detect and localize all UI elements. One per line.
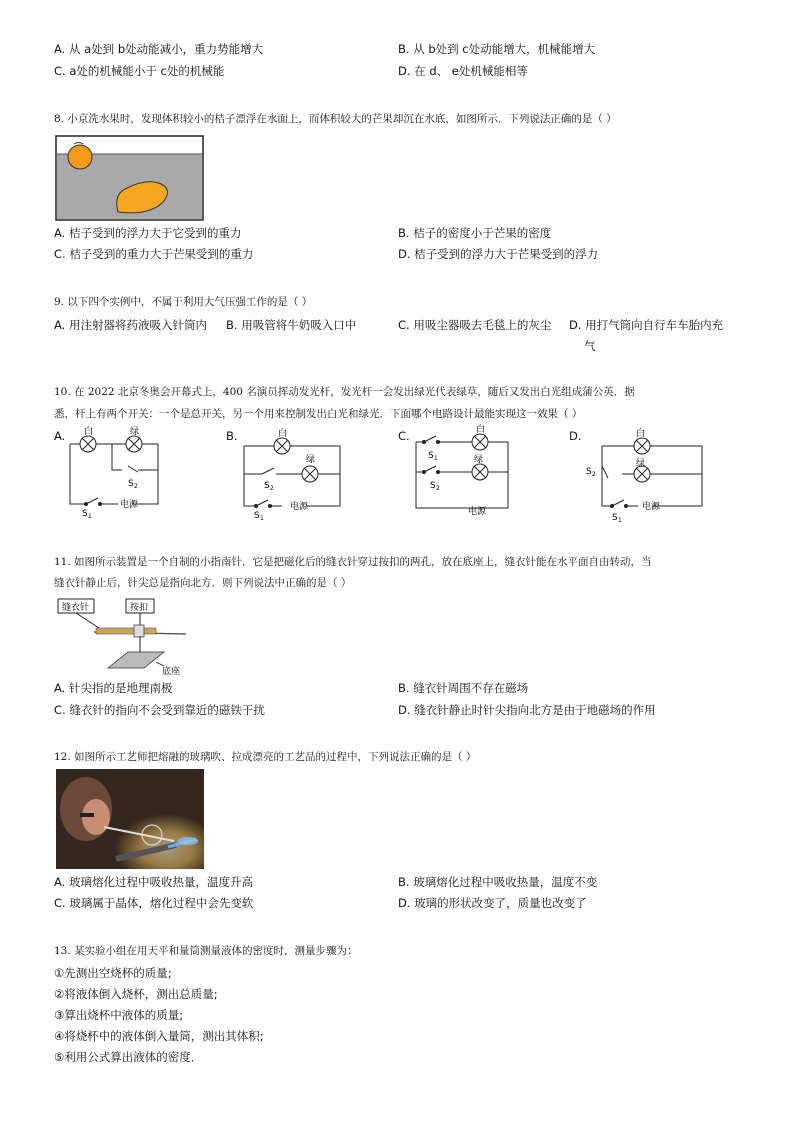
q13-stem: 13. 某实验小组在用天平和量筒测量液体的密度时，测量步骤为：: [54, 945, 358, 957]
svg-text:白: 白: [278, 429, 288, 439]
q10-label-c: C.: [398, 429, 410, 443]
svg-text:电源: 电源: [120, 500, 139, 510]
q7-option-d: D. 在 d、 e处机械能相等: [398, 64, 528, 78]
q13-step-3: ③算出烧杯中液体的质量;: [54, 1008, 184, 1022]
q13-step-2: ②将液体倒入烧杯，测出总质量;: [54, 987, 218, 1001]
q7-option-c: C. a处的机械能小于 c处的机械能: [54, 64, 225, 78]
q12-stem: 12. 如图所示工艺师把熔融的玻璃吹、拉成漂亮的工艺品的过程中，下列说法正确的是（ ）: [54, 751, 477, 763]
q9-option-d-cont: 气: [584, 339, 596, 353]
circuit-c: [408, 422, 528, 518]
q11-option-d: D. 缝衣针静止时针尖指向北方是由于地磁场的作用: [398, 703, 656, 717]
circuit-a: [62, 424, 182, 520]
q9-option-b: B. 用吸管将牛奶吸入口中: [226, 318, 357, 332]
q13-step-1: ①先测出空烧杯的质量;: [54, 966, 172, 980]
q11-figure-compass: [56, 596, 196, 676]
svg-text:2: 2: [436, 485, 440, 492]
svg-text:S: S: [128, 479, 134, 489]
q10-label-a: A.: [54, 429, 66, 443]
q12-option-d: D. 玻璃的形状改变了，质量也改变了: [398, 896, 587, 910]
q9-stem: 9. 以下四个实例中，不属于利用大气压强工作的是（ ）: [54, 296, 313, 308]
q12-option-b: B. 玻璃熔化过程中吸收热量，温度不变: [398, 875, 598, 889]
q12-option-c: C. 玻璃属于晶体，熔化过程中会先变软: [54, 896, 254, 910]
q12-photo-glassblower: [56, 769, 204, 869]
svg-text:白: 白: [636, 429, 646, 439]
svg-text:底座: 底座: [162, 667, 181, 676]
q11-option-b: B. 缝衣针周围不存在磁场: [398, 681, 529, 695]
svg-text:按扣: 按扣: [130, 603, 149, 613]
svg-text:绿: 绿: [306, 455, 316, 465]
q12-option-a: A. 玻璃熔化过程中吸收热量，温度升高: [54, 875, 253, 889]
svg-text:S: S: [428, 451, 434, 461]
svg-text:白: 白: [476, 425, 486, 435]
q11-stem-line1: 11. 如图所示装置是一个自制的小指南针．它是把磁化后的缝衣针穿过按扣的两孔，放在底座上，缝衣针能在水平面自由转动，当: [54, 556, 652, 568]
q8-option-d: D. 桔子受到的浮力大于芒果受到的浮力: [398, 247, 599, 261]
q9-option-c: C. 用吸尘器吸去毛毯上的灰尘: [398, 318, 552, 332]
q11-stem-line2: 缝衣针静止后，针尖总是指向北方．则下列说法中正确的是（ ）: [54, 577, 352, 589]
svg-text:S: S: [430, 481, 436, 491]
q9-option-d: D. 用打气筒向自行车车胎内充: [569, 318, 724, 332]
svg-text:绿: 绿: [130, 427, 140, 437]
svg-text:绿: 绿: [474, 455, 484, 465]
svg-text:S: S: [264, 481, 270, 491]
svg-text:电源: 电源: [468, 507, 487, 517]
q8-option-b: B. 桔子的密度小于芒果的密度: [398, 226, 552, 240]
q10-label-b: B.: [226, 429, 238, 443]
svg-text:S: S: [254, 511, 260, 521]
svg-text:S: S: [82, 509, 88, 519]
q7-option-a: A. 从 a处到 b处动能减小，重力势能增大: [54, 42, 264, 56]
circuit-b: [236, 422, 356, 522]
svg-text:1: 1: [88, 513, 92, 520]
q11-option-a: A. 针尖指的是地理南极: [54, 681, 173, 695]
svg-text:缝衣针: 缝衣针: [62, 603, 90, 613]
svg-text:2: 2: [270, 485, 274, 492]
svg-text:2: 2: [134, 483, 138, 490]
q10-stem-line1: 10. 在 2022 北京冬奥会开幕式上，400 名演员挥动发光杆，发光杆一会发出绿光代表绿草，随后又发出白光组成蒲公英．据: [54, 386, 635, 398]
q11-option-c: C. 缝衣针的指向不会受到靠近的磁铁干扰: [54, 703, 265, 717]
q8-option-a: A. 桔子受到的浮力大于它受到的重力: [54, 226, 242, 240]
q13-step-4: ④将烧杯中的液体倒入量筒，测出其体积;: [54, 1029, 264, 1043]
svg-text:S: S: [586, 467, 592, 477]
svg-text:1: 1: [618, 517, 622, 524]
svg-text:1: 1: [434, 455, 438, 462]
q7-option-b: B. 从 b处到 c处动能增大，机械能增大: [398, 42, 596, 56]
circuit-d: [582, 422, 712, 526]
svg-text:电源: 电源: [642, 502, 661, 512]
q9-option-a: A. 用注射器将药液吸入针筒内: [54, 318, 207, 332]
svg-text:白: 白: [84, 427, 94, 437]
q8-figure-fruit-tank: [55, 132, 205, 222]
q13-step-5: ⑤利用公式算出液体的密度．: [54, 1050, 203, 1064]
svg-text:2: 2: [592, 471, 596, 478]
q10-stem-line2: 悉，杆上有两个开关：一个是总开关，另一个用来控制发出白光和绿光．下面哪个电路设计最能实现这一效果（ ）: [54, 408, 583, 420]
q8-option-c: C. 桔子受到的重力大于芒果受到的重力: [54, 247, 254, 261]
orange-fruit: [68, 145, 92, 169]
svg-text:绿: 绿: [636, 459, 646, 469]
q8-stem: 8. 小京洗水果时，发现体积较小的桔子漂浮在水面上，而体积较大的芒果却沉在水底，如图所示．下列说法正确的是（ ）: [54, 113, 617, 125]
svg-text:S: S: [612, 513, 618, 523]
svg-text:电源: 电源: [290, 502, 309, 512]
svg-text:1: 1: [260, 515, 264, 522]
q10-label-d: D.: [569, 429, 582, 443]
